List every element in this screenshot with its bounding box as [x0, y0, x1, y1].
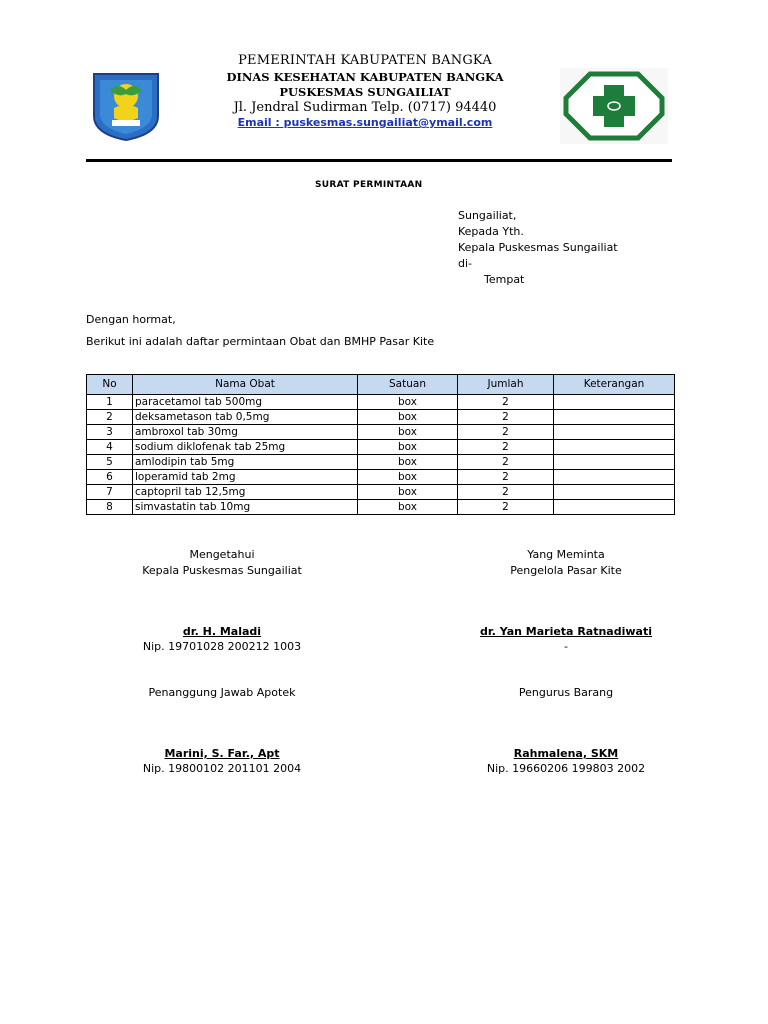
table-header-row: [87, 375, 675, 395]
cell-no: 1: [87, 395, 133, 410]
puskesmas-green-cross-icon: [560, 68, 668, 144]
cell-keterangan: [554, 500, 675, 515]
header-jumlah: Jumlah: [458, 375, 554, 395]
table-row: [87, 410, 675, 425]
cell-jumlah: 2: [458, 395, 554, 410]
table-row: [87, 455, 675, 470]
sig-right1-name: dr. Yan Marieta Ratnadiwati: [480, 625, 652, 638]
address-to: Kepada Yth.: [458, 225, 524, 238]
address-di: di-: [458, 257, 473, 270]
table-row: [87, 425, 675, 440]
sig-left1-nip: Nip. 19701028 200212 1003: [142, 640, 302, 653]
letterhead-address: Jl. Jendral Sudirman Telp. (0717) 94440: [233, 100, 497, 115]
request-table: [86, 374, 675, 515]
letterhead-line-2: DINAS KESEHATAN KABUPATEN BANGKA: [226, 70, 504, 84]
cell-nama: simvastatin tab 10mg: [133, 500, 358, 515]
header-no: No: [87, 375, 133, 395]
cell-jumlah: 2: [458, 500, 554, 515]
letterhead-email[interactable]: [175, 116, 555, 129]
cell-satuan: box: [358, 425, 458, 440]
header-satuan: Satuan: [358, 375, 458, 395]
header-nama-obat: Nama Obat: [133, 375, 358, 395]
cell-jumlah: 2: [458, 485, 554, 500]
table-row: [87, 440, 675, 455]
address-recipient: Kepala Puskesmas Sungailiat: [458, 241, 618, 254]
table-row: [87, 470, 675, 485]
cell-jumlah: 2: [458, 455, 554, 470]
cell-satuan: box: [358, 395, 458, 410]
table-row: [87, 500, 675, 515]
letterhead-divider: [86, 159, 672, 162]
cell-no: 3: [87, 425, 133, 440]
cell-satuan: box: [358, 500, 458, 515]
sig-right1-nip: -: [564, 640, 568, 653]
letterhead-line-1: PEMERINTAH KABUPATEN BANGKA: [238, 53, 492, 68]
intro-text: Berikut ini adalah daftar permintaan Obat dan BMHP Pasar Kite: [86, 335, 435, 348]
sig-left1-role1: Mengetahui: [189, 548, 255, 561]
cell-keterangan: [554, 485, 675, 500]
sig-left2-name-wrap: [92, 747, 352, 760]
cell-nama: loperamid tab 2mg: [133, 470, 358, 485]
cell-satuan: box: [358, 440, 458, 455]
address-place: Sungailiat,: [458, 209, 517, 222]
cell-jumlah: 2: [458, 470, 554, 485]
sig-left2-role: Penanggung Jawab Apotek: [148, 686, 296, 699]
cell-no: 6: [87, 470, 133, 485]
cell-jumlah: 2: [458, 440, 554, 455]
kabupaten-bangka-emblem-icon: [88, 68, 164, 142]
cell-no: 4: [87, 440, 133, 455]
address-tempat: Tempat: [484, 273, 525, 286]
cell-keterangan: [554, 470, 675, 485]
sig-left1-name: dr. H. Maladi: [182, 625, 262, 638]
sig-right1-name-wrap: [436, 625, 696, 638]
cell-satuan: box: [358, 455, 458, 470]
sig-left1-name-wrap: [92, 625, 352, 638]
salutation: Dengan hormat,: [86, 313, 176, 326]
cell-nama: amlodipin tab 5mg: [133, 455, 358, 470]
cell-nama: sodium diklofenak tab 25mg: [133, 440, 358, 455]
table-row: [87, 395, 675, 410]
cell-satuan: box: [358, 410, 458, 425]
cell-no: 8: [87, 500, 133, 515]
document-title: SURAT PERMINTAAN: [315, 180, 423, 190]
letterhead-line-3: PUSKESMAS SUNGAILIAT: [279, 85, 451, 99]
cell-no: 5: [87, 455, 133, 470]
sig-right2-role: Pengurus Barang: [518, 686, 614, 699]
sig-right1-role2: Pengelola Pasar Kite: [510, 564, 622, 577]
cell-nama: paracetamol tab 500mg: [133, 395, 358, 410]
cell-keterangan: [554, 395, 675, 410]
cell-keterangan: [554, 440, 675, 455]
email-link[interactable]: Email : puskesmas.sungailiat@ymail.com: [237, 116, 493, 129]
cell-keterangan: [554, 410, 675, 425]
cell-satuan: box: [358, 470, 458, 485]
header-keterangan: Keterangan: [554, 375, 675, 395]
sig-right2-nip: Nip. 19660206 199803 2002: [486, 762, 646, 775]
cell-no: 2: [87, 410, 133, 425]
sig-right2-name: Rahmalena, SKM: [513, 747, 619, 760]
cell-nama: captopril tab 12,5mg: [133, 485, 358, 500]
cell-keterangan: [554, 455, 675, 470]
sig-right2-name-wrap: [436, 747, 696, 760]
sig-left2-name: Marini, S. Far., Apt: [164, 747, 280, 760]
cell-nama: deksametason tab 0,5mg: [133, 410, 358, 425]
cell-keterangan: [554, 425, 675, 440]
cell-satuan: box: [358, 485, 458, 500]
cell-nama: ambroxol tab 30mg: [133, 425, 358, 440]
table-row: [87, 485, 675, 500]
sig-left2-nip: Nip. 19800102 201101 2004: [142, 762, 302, 775]
sig-left1-role2: Kepala Puskesmas Sungailiat: [142, 564, 302, 577]
cell-jumlah: 2: [458, 425, 554, 440]
cell-no: 7: [87, 485, 133, 500]
cell-jumlah: 2: [458, 410, 554, 425]
sig-right1-role1: Yang Meminta: [527, 548, 605, 561]
